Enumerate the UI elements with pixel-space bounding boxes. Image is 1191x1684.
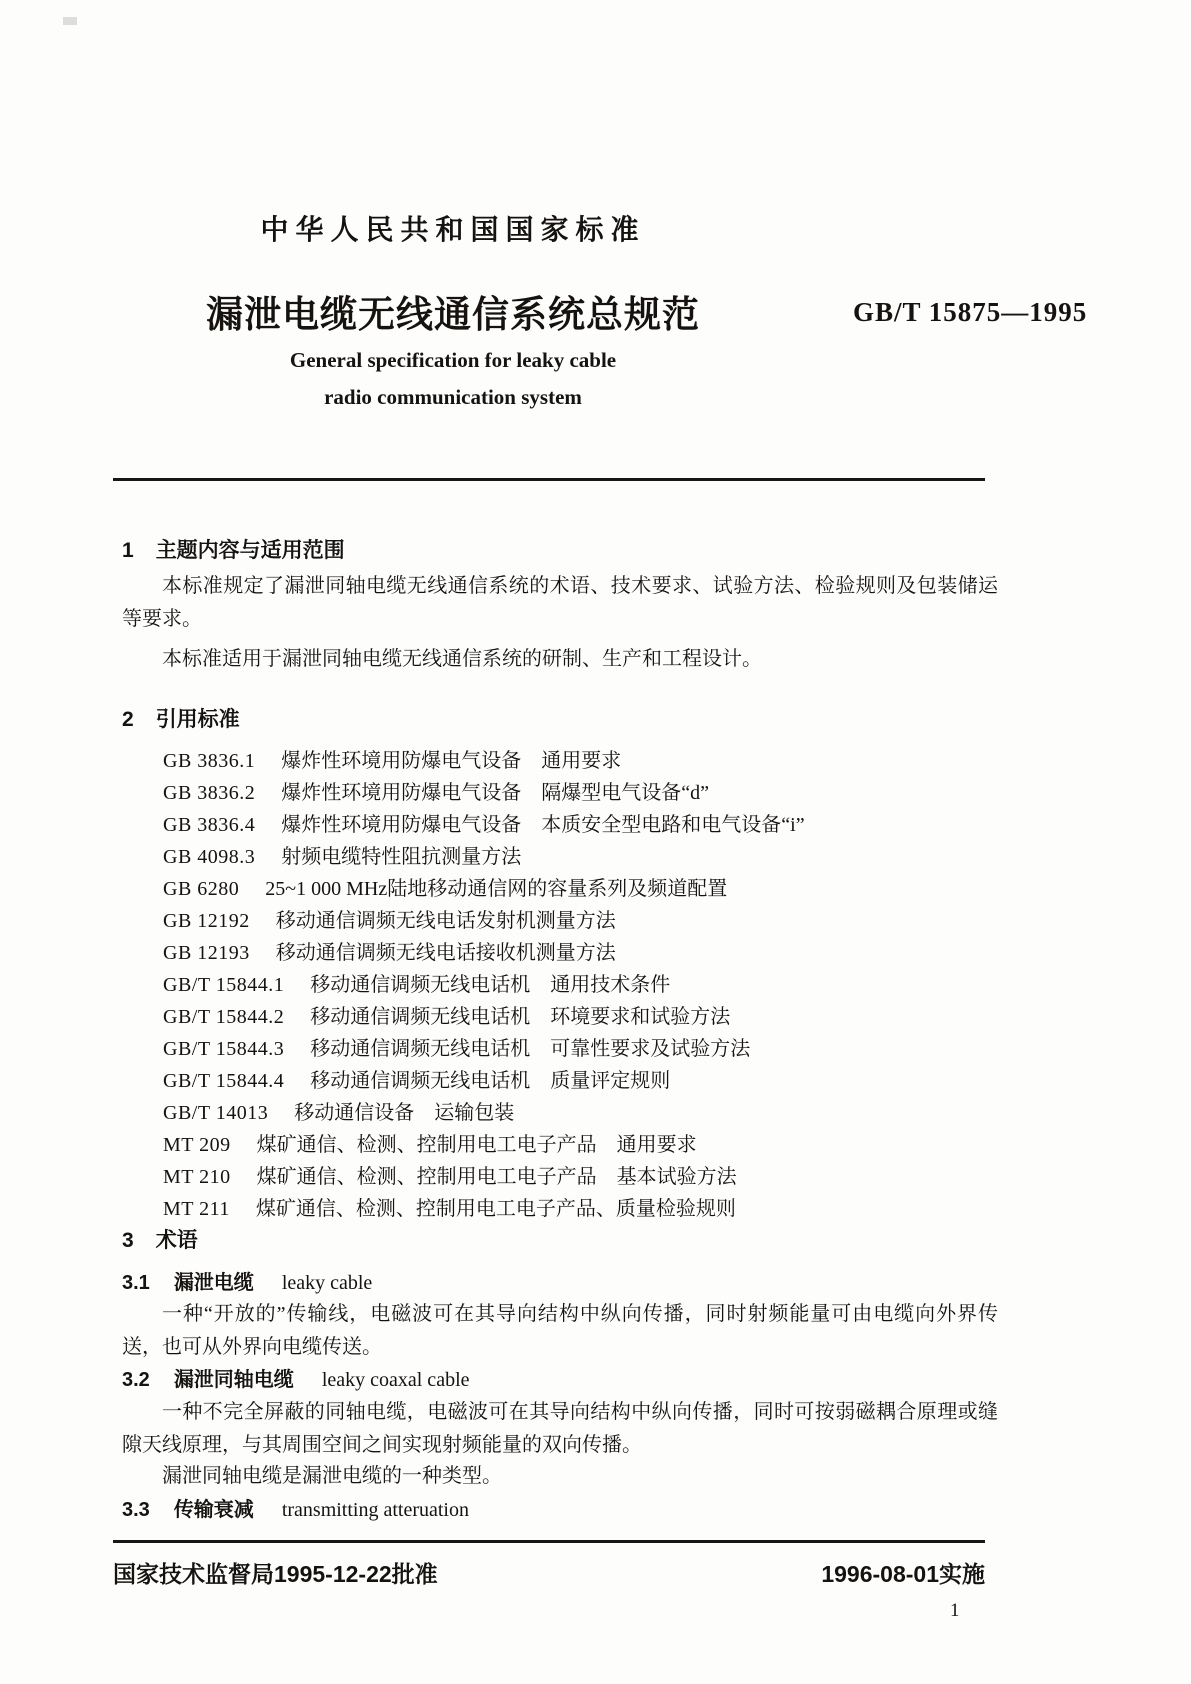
reference-item (163, 1001, 998, 1033)
standard-number: GB/T 15875—1995 (853, 297, 1088, 327)
term-english: leaky coaxal cable (321, 1369, 470, 1391)
reference-item (163, 809, 998, 841)
term-3-2-note: 漏泄同轴电缆是漏泄电缆的一种类型。 (162, 1465, 502, 1487)
term-3-1-definition: 一种“开放的”传输线，电磁波可在其导向结构中纵向传播，同时射频能量可由电缆向外界传送，也可从外界向电缆传送。 (122, 1303, 998, 1358)
section-3-number: 3 (122, 1229, 134, 1252)
document-title-english-line1: General specification for leaky cable (289, 348, 617, 372)
reference-item (163, 1193, 998, 1225)
term-3-1-row (122, 1266, 372, 1295)
term-3-2-row (122, 1363, 470, 1392)
reference-title: 爆炸性环境用防爆电气设备 通用要求 (281, 750, 622, 772)
reference-code: GB 4098.3 (163, 846, 256, 868)
national-standard-label: 中华人民共和国国家标准 (260, 214, 646, 245)
reference-title: 移动通信调频无线电话机 环境要求和试验方法 (310, 1006, 731, 1028)
reference-code: GB 3836.2 (163, 782, 256, 804)
reference-code: MT 209 (163, 1134, 231, 1156)
document-footer (113, 1556, 985, 1589)
reference-title: 煤矿通信、检测、控制用电工电子产品 基本试验方法 (256, 1166, 737, 1188)
reference-item (163, 1097, 998, 1129)
document-title-chinese: 漏泄电缆无线通信系统总规范 (206, 294, 700, 335)
reference-code: GB/T 14013 (163, 1102, 269, 1124)
reference-item (163, 777, 998, 809)
reference-title: 移动通信调频无线电话机 通用技术条件 (310, 974, 671, 996)
section-2-title: 引用标准 (155, 708, 240, 731)
reference-code: GB/T 15844.1 (163, 974, 285, 996)
approval-notice: 国家技术监督局1995-12-22批准 (113, 1561, 438, 1587)
reference-code: GB/T 15844.4 (163, 1070, 285, 1092)
reference-code: GB 12193 (163, 942, 250, 964)
term-chinese: 漏泄同轴电缆 (173, 1369, 294, 1391)
reference-list (163, 745, 998, 1225)
reference-item (163, 873, 998, 905)
reference-title: 煤矿通信、检测、控制用电工电子产品 通用要求 (256, 1134, 697, 1156)
reference-item (163, 1129, 998, 1161)
scope-paragraph-1: 本标准规定了漏泄同轴电缆无线通信系统的术语、技术要求、试验方法、检验规则及包装储运等要求。 (122, 575, 998, 630)
header-rule (113, 478, 985, 481)
reference-code: GB/T 15844.3 (163, 1038, 285, 1060)
reference-item (163, 937, 998, 969)
section-2-number: 2 (122, 708, 134, 731)
reference-code: GB 3836.1 (163, 750, 256, 772)
reference-code: GB/T 15844.2 (163, 1006, 285, 1028)
reference-code: GB 3836.4 (163, 814, 256, 836)
reference-code: GB 12192 (163, 910, 250, 932)
document-title-english-line2: radio communication system (324, 385, 582, 409)
reference-item (163, 745, 998, 777)
term-number: 3.2 (122, 1369, 150, 1391)
reference-code: MT 210 (163, 1166, 231, 1188)
term-3-3-row (122, 1493, 469, 1522)
reference-code: GB 6280 (163, 878, 240, 900)
term-chinese: 传输衰减 (173, 1499, 254, 1521)
reference-title: 移动通信调频无线电话发射机测量方法 (275, 910, 616, 932)
term-3-2-definition: 一种不完全屏蔽的同轴电缆，电磁波可在其导向结构中纵向传播，同时可按弱磁耦合原理或缝隙天线原理，与其周围空间之间实现射频能量的双向传播。 (122, 1401, 998, 1456)
footer-rule (113, 1540, 985, 1543)
term-number: 3.1 (122, 1272, 150, 1294)
reference-title: 移动通信调频无线电话机 质量评定规则 (310, 1070, 671, 1092)
reference-code: MT 211 (163, 1198, 230, 1220)
section-1-number: 1 (122, 539, 134, 562)
scan-artifact (63, 17, 77, 25)
reference-title: 射频电缆特性阻抗测量方法 (281, 846, 522, 868)
reference-item (163, 841, 998, 873)
reference-title: 25~1 000 MHz陆地移动通信网的容量系列及频道配置 (265, 878, 728, 900)
reference-item (163, 905, 998, 937)
page-number: 1 (950, 1600, 960, 1621)
reference-item (163, 1033, 998, 1065)
reference-item (163, 1161, 998, 1193)
reference-title: 移动通信调频无线电话机 可靠性要求及试验方法 (310, 1038, 751, 1060)
section-1-heading (122, 534, 998, 564)
reference-item (163, 969, 998, 1001)
scope-paragraph-2: 本标准适用于漏泄同轴电缆无线通信系统的研制、生产和工程设计。 (162, 648, 762, 670)
section-3-title: 术语 (155, 1229, 198, 1252)
term-english: transmitting atteruation (281, 1499, 469, 1521)
section-1-title: 主题内容与适用范围 (155, 539, 345, 562)
reference-title: 移动通信设备 运输包装 (294, 1102, 515, 1124)
reference-title: 移动通信调频无线电话接收机测量方法 (275, 942, 616, 964)
section-2-heading (122, 703, 998, 733)
reference-title: 爆炸性环境用防爆电气设备 隔爆型电气设备“d” (281, 782, 710, 804)
reference-item (163, 1065, 998, 1097)
implementation-notice: 1996-08-01实施 (821, 1561, 985, 1587)
term-chinese: 漏泄电缆 (173, 1272, 254, 1294)
term-number: 3.3 (122, 1499, 150, 1521)
reference-title: 煤矿通信、检测、控制用电工电子产品、质量检验规则 (255, 1198, 736, 1220)
section-3-heading (122, 1224, 998, 1254)
term-english: leaky cable (281, 1272, 373, 1294)
reference-title: 爆炸性环境用防爆电气设备 本质安全型电路和电气设备“i” (281, 814, 805, 836)
